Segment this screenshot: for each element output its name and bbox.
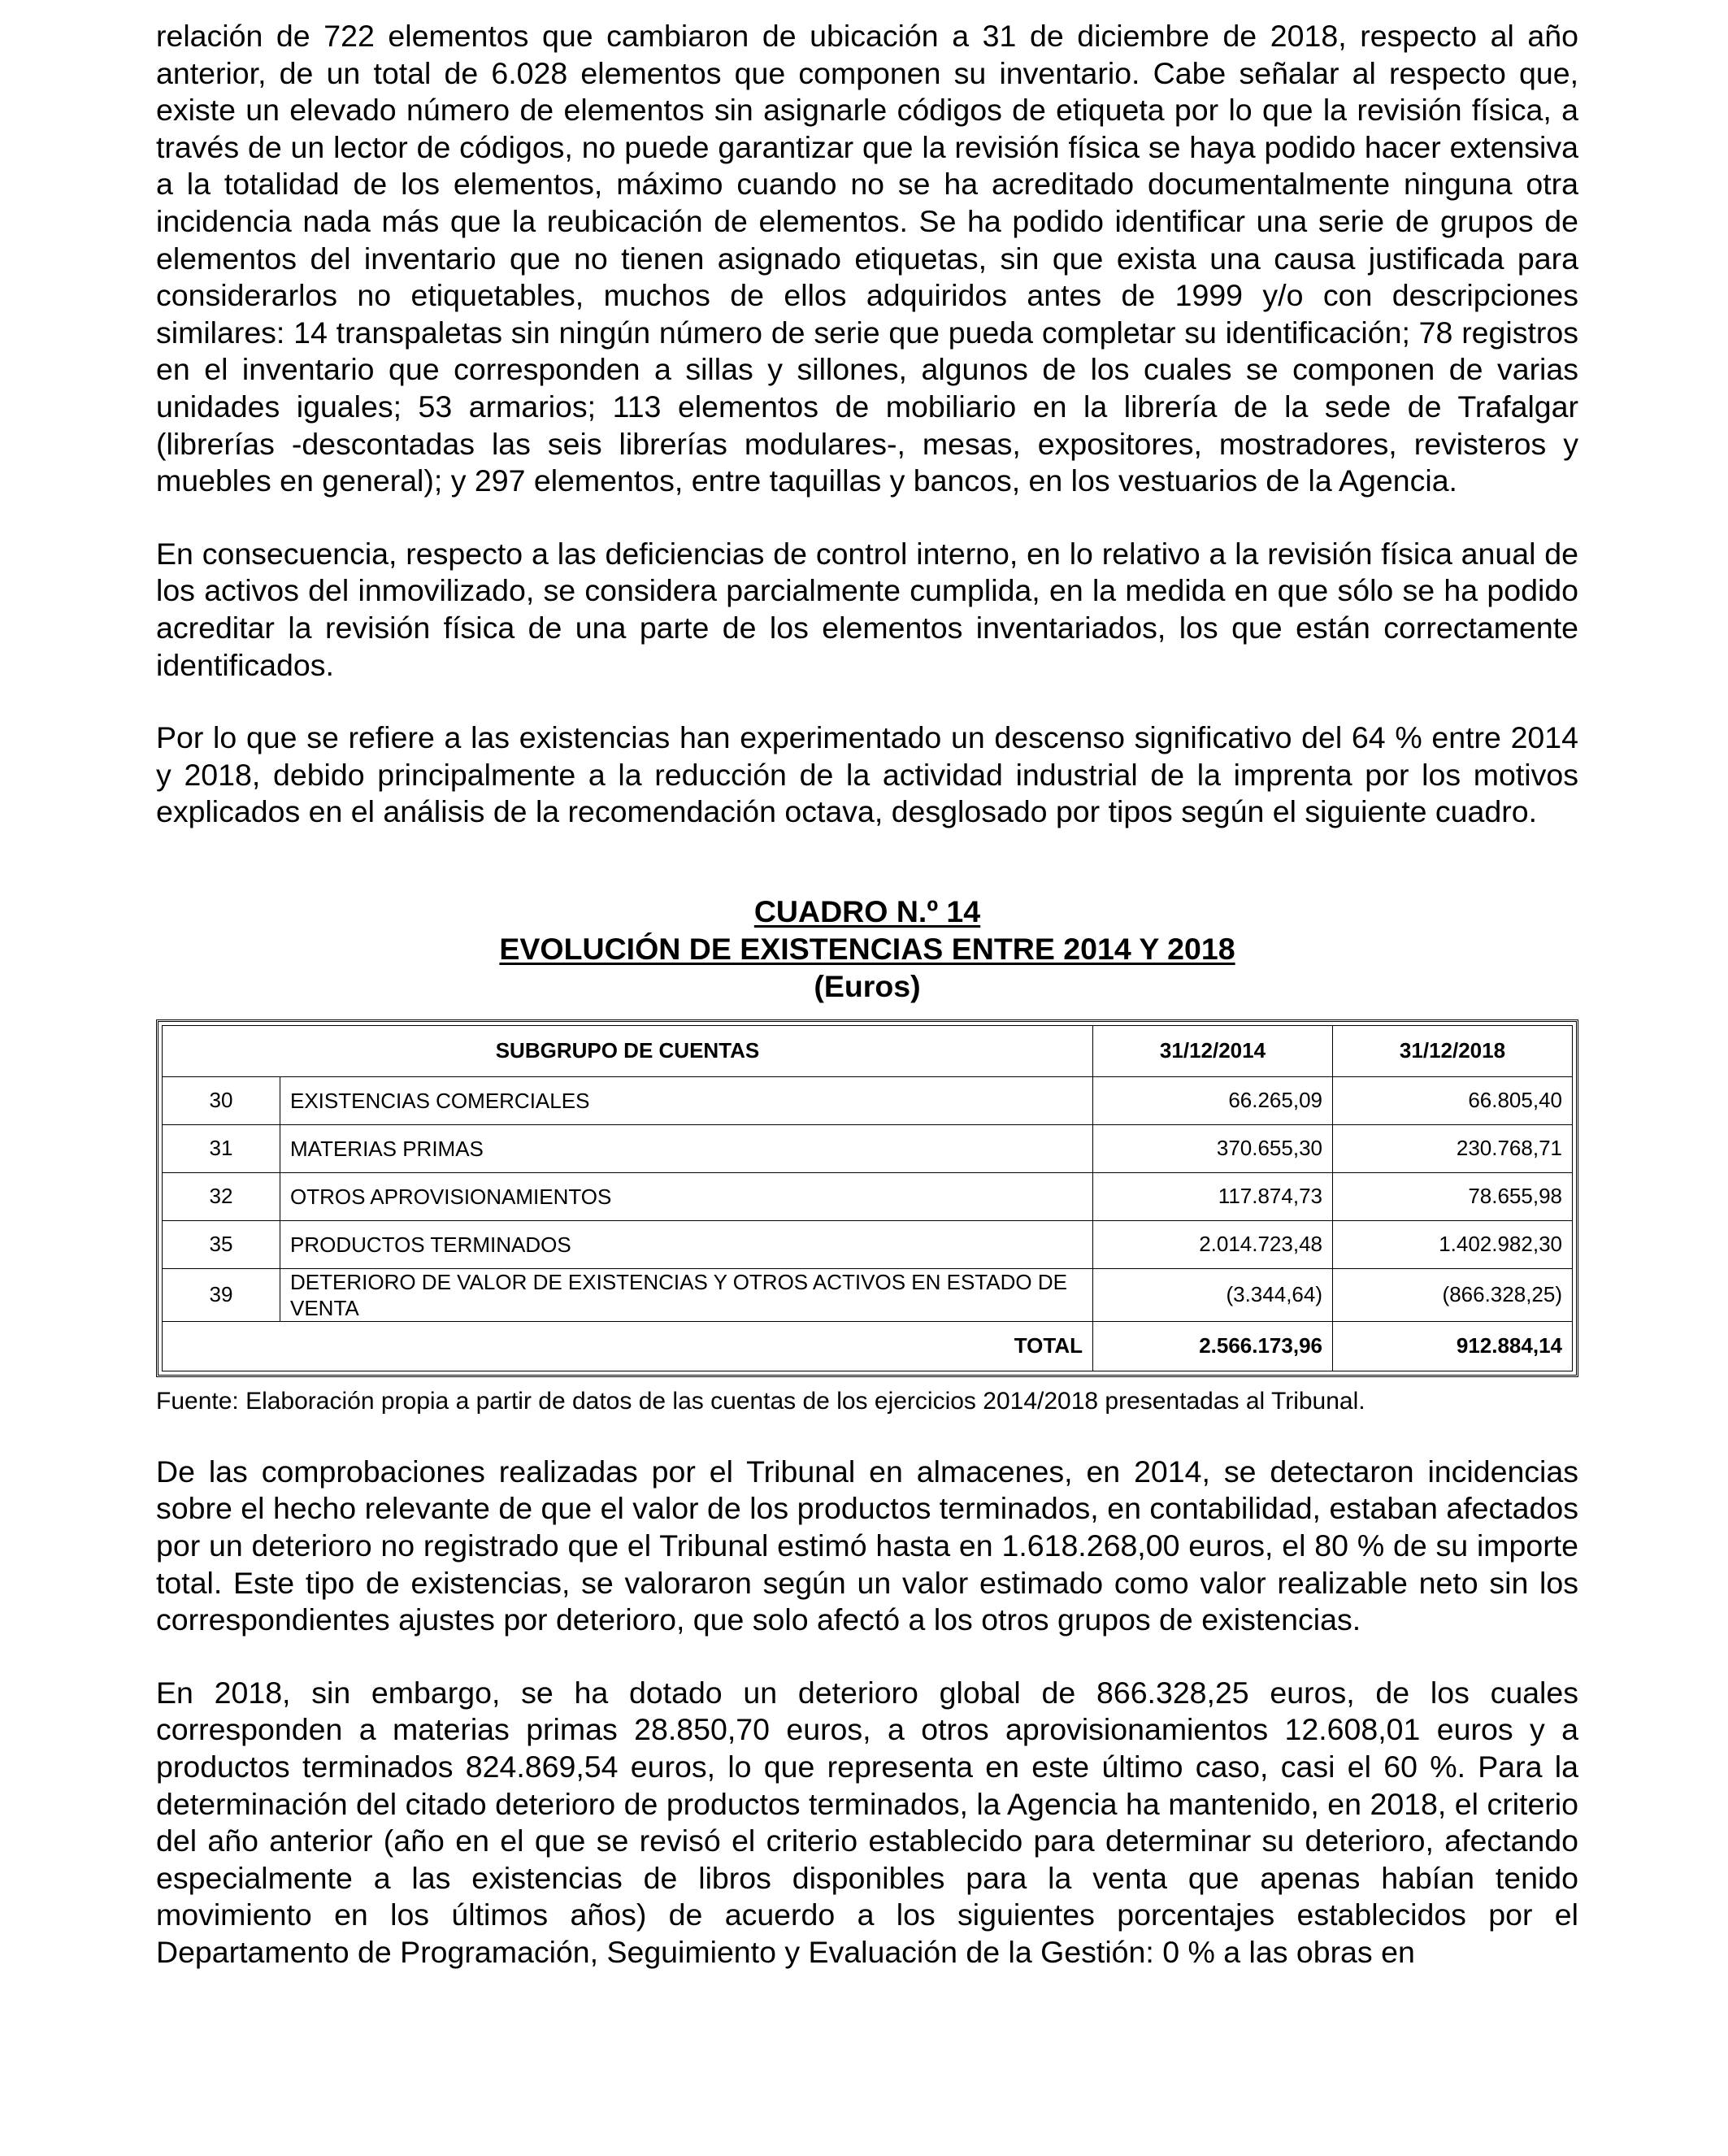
- total-value-2014: 2.566.173,96: [1093, 1321, 1333, 1371]
- row-description: MATERIAS PRIMAS: [280, 1124, 1093, 1172]
- row-value-2014: 2.014.723,48: [1093, 1220, 1333, 1268]
- total-label: TOTAL: [163, 1321, 1093, 1371]
- row-value-2018: 230.768,71: [1333, 1124, 1573, 1172]
- row-value-2014: 370.655,30: [1093, 1124, 1333, 1172]
- table-unit: (Euros): [814, 968, 921, 1003]
- table-row: [163, 1172, 1573, 1220]
- total-value-2018: 912.884,14: [1333, 1321, 1573, 1371]
- paragraph-2014-checks: De las comprobaciones realizadas por el Tribunal en almacenes, en 2014, se detectaron incidencias sobre el hecho relevante de que el valor de los productos terminados, en contabilidad, estaban afectados por un deterioro no registrado que el Tribunal estimó hasta en 1.618.268,00 euros, el 80 % de su importe total. Este tipo de existencias, se valoraron según un valor estimado como valor realizable neto sin los correspondientes ajustes por deterioro, que solo afectó a los otros grupos de existencias.: [156, 1454, 1578, 1637]
- row-code: 35: [163, 1220, 280, 1268]
- row-description: EXISTENCIAS COMERCIALES: [280, 1076, 1093, 1124]
- row-value-2018: 78.655,98: [1333, 1172, 1573, 1220]
- row-code: 30: [163, 1076, 280, 1124]
- table-row: [163, 1268, 1573, 1321]
- header-account-group: SUBGRUPO DE CUENTAS: [163, 1025, 1093, 1076]
- paragraph-internal-control: En consecuencia, respecto a las deficiencias de control interno, en lo relativo a la revisión física anual de los activos del inmovilizado, se considera parcialmente cumplida, en la medida en que sólo se ha podido acreditar la revisión física de una parte de los elementos inventariados, los que están correctamente identificados.: [156, 536, 1578, 682]
- paragraph-2018-impairment: En 2018, sin embargo, se ha dotado un deterioro global de 866.328,25 euros, de los cuales corresponden a materias primas 28.850,70 euros, a otros aprovisionamientos 12.608,01 euros y a productos terminados 824.869,54 euros, lo que representa en este último caso, casi el 60 %. Para la determinación del citado deterioro de productos terminados, la Agencia ha mantenido, en 2018, el criterio del año anterior (año en el que se revisó el criterio establecido para determinar su deterioro, afectando especialmente a las existencias de libros disponibles para la venta que apenas habían tenido movimiento en los últimos años) de acuerdo a los siguientes porcentajes establecidos por el Departamento de Programación, Seguimiento y Evaluación de la Gestión: 0 % a las obras en: [156, 1675, 1578, 1969]
- row-value-2014: 66.265,09: [1093, 1076, 1333, 1124]
- paragraph-inventory: relación de 722 elementos que cambiaron de ubicación a 31 de diciembre de 2018, respecto al año anterior, de un total de 6.028 elementos que componen su inventario. Cabe señalar al respecto que, existe un elevado número de elementos sin asignarle códigos de etiqueta por lo que la revisión física, a través de un lector de códigos, no puede garantizar que la revisión física se haya podido hacer extensiva a la totalidad de los elementos, máximo cuando no se ha acreditado documentalmente ninguna otra incidencia nada más que la reubicación de elementos. Se ha podido identificar una serie de grupos de elementos del inventario que no tienen asignado etiquetas, sin que exista una causa justificada para considerarlos no etiquetables, muchos de ellos adquiridos antes de 1999 y/o con descripciones similares: 14 transpaletas sin ningún número de serie que pueda completar su identificación; 78 registros en el inventario que corresponden a sillas y sillones, algunos de los cuales se componen de varias unidades iguales; 53 armarios; 113 elementos de mobiliario en la librería de la sede de Trafalgar (librerías -descontadas las seis librerías modulares-, mesas, expositores, mostradores, revisteros y muebles en general); y 297 elementos, entre taquillas y bancos, en los vestuarios de la Agencia.: [156, 19, 1578, 498]
- row-code: 39: [163, 1268, 280, 1321]
- row-code: 31: [163, 1124, 280, 1172]
- row-value-2014: 117.874,73: [1093, 1172, 1333, 1220]
- table-row: [163, 1076, 1573, 1124]
- row-value-2018: 66.805,40: [1333, 1076, 1573, 1124]
- table-source-note: Fuente: Elaboración propia a partir de datos de las cuentas de los ejercicios 2014/2018 presentadas al Tribunal.: [156, 1387, 1365, 1415]
- header-2014: 31/12/2014: [1093, 1025, 1333, 1076]
- row-description: OTROS APROVISIONAMIENTOS: [280, 1172, 1093, 1220]
- row-description: PRODUCTOS TERMINADOS: [280, 1220, 1093, 1268]
- row-value-2018: (866.328,25): [1333, 1268, 1573, 1321]
- table-title: CUADRO N.º 14: [753, 893, 981, 928]
- table-heading: [156, 893, 1578, 1005]
- table-frame: [156, 1019, 1578, 1377]
- row-description: DETERIORO DE VALOR DE EXISTENCIAS Y OTROS ACTIVOS EN ESTADO DE VENTA: [280, 1268, 1093, 1321]
- paragraph-stock-decrease: Por lo que se refiere a las existencias han experimentado un descenso significativo del 64 % entre 2014 y 2018, debido principalmente a la reducción de la actividad industrial de la imprenta por los motivos explicados en el análisis de la recomendación octava, desglosado por tipos según el siguiente cuadro.: [156, 720, 1578, 829]
- header-2018: 31/12/2018: [1333, 1025, 1573, 1076]
- document-page: [156, 18, 1578, 2007]
- table-header-row: [163, 1025, 1573, 1076]
- table-total-row: [163, 1321, 1573, 1371]
- table-row: [163, 1220, 1573, 1268]
- table-subtitle: EVOLUCIÓN DE EXISTENCIAS ENTRE 2014 Y 2018: [499, 931, 1235, 966]
- row-value-2018: 1.402.982,30: [1333, 1220, 1573, 1268]
- row-value-2014: (3.344,64): [1093, 1268, 1333, 1321]
- stock-table: [162, 1025, 1573, 1371]
- table-row: [163, 1124, 1573, 1172]
- row-code: 32: [163, 1172, 280, 1220]
